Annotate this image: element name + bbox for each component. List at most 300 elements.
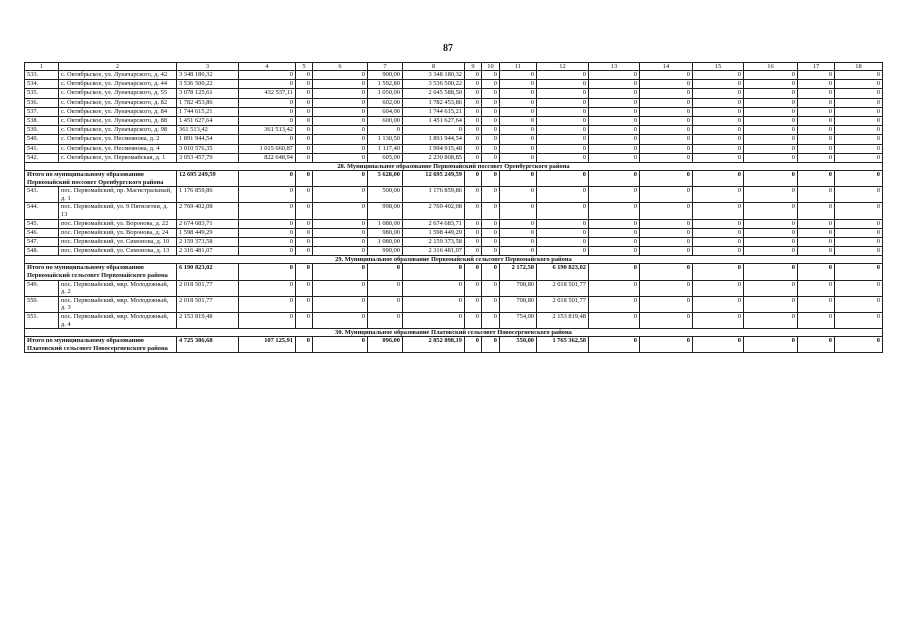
value-cell: 990,00 (368, 247, 403, 256)
value-cell: 0 (744, 238, 798, 247)
value-cell: 0 (313, 187, 368, 203)
value-cell: 0 (693, 187, 744, 203)
total-cell: 0 (482, 337, 500, 353)
table-row (25, 89, 883, 98)
address-cell: пос. Первомайский, мкр. Молодежный, д. 2 (59, 280, 177, 296)
value-cell: 0 (693, 312, 744, 328)
data-table (24, 62, 883, 353)
value-cell: 0 (744, 89, 798, 98)
value-cell: 3 348 180,32 (177, 71, 239, 80)
address-cell: пос. Первомайский, ул. Симонова, д. 10 (59, 238, 177, 247)
row-number: 537. (25, 107, 59, 116)
total-cell: 0 (798, 337, 835, 353)
value-cell: 0 (640, 247, 693, 256)
total-cell: 0 (589, 337, 640, 353)
value-cell: 0 (537, 71, 589, 80)
total-row (25, 337, 883, 353)
row-number: 551. (25, 312, 59, 328)
value-cell: 2 769 402,08 (403, 203, 465, 219)
value-cell: 0 (313, 247, 368, 256)
value-cell: 0 (465, 98, 482, 107)
value-cell: 0 (798, 247, 835, 256)
value-cell: 600,00 (368, 117, 403, 126)
total-cell: 0 (744, 264, 798, 280)
value-cell: 0 (313, 89, 368, 98)
value-cell: 361 513,42 (239, 126, 296, 135)
value-cell: 0 (239, 187, 296, 203)
total-cell: 107 125,91 (239, 337, 296, 353)
value-cell: 0 (296, 107, 313, 116)
value-cell: 1 015 660,87 (239, 144, 296, 153)
value-cell: 0 (482, 238, 500, 247)
total-cell: 0 (744, 337, 798, 353)
value-cell: 3 078 125,61 (177, 89, 239, 98)
value-cell: 0 (589, 153, 640, 162)
header-cell: 7 (368, 63, 403, 71)
value-cell: 0 (798, 126, 835, 135)
row-number: 542. (25, 153, 59, 162)
value-cell: 0 (640, 187, 693, 203)
value-cell: 0 (744, 280, 798, 296)
value-cell: 0 (798, 80, 835, 89)
table-row (25, 228, 883, 237)
page-number: 87 (443, 43, 453, 54)
row-number: 534. (25, 80, 59, 89)
value-cell: 0 (640, 312, 693, 328)
total-cell: 0 (640, 337, 693, 353)
value-cell: 0 (313, 107, 368, 116)
value-cell: 1 050,00 (368, 89, 403, 98)
row-number: 543. (25, 187, 59, 203)
value-cell: 998,00 (368, 203, 403, 219)
value-cell: 0 (465, 71, 482, 80)
table-row (25, 98, 883, 107)
value-cell: 0 (835, 247, 883, 256)
value-cell: 0 (640, 89, 693, 98)
value-cell: 604,00 (368, 107, 403, 116)
row-number: 548. (25, 247, 59, 256)
value-cell: 0 (500, 126, 537, 135)
header-cell: 13 (589, 63, 640, 71)
value-cell: 0 (296, 98, 313, 107)
value-cell: 0 (537, 80, 589, 89)
value-cell: 0 (744, 247, 798, 256)
value-cell: 0 (313, 219, 368, 228)
value-cell: 0 (313, 280, 368, 296)
total-label: Итого по муниципальному образованию Первомайский сельсовет Первомайского района (25, 264, 177, 280)
value-cell: 0 (693, 238, 744, 247)
value-cell: 0 (798, 228, 835, 237)
value-cell: 0 (313, 238, 368, 247)
header-cell: 8 (403, 63, 465, 71)
header-cell: 9 (465, 63, 482, 71)
value-cell: 0 (744, 296, 798, 312)
value-cell: 0 (313, 71, 368, 80)
header-cell: 16 (744, 63, 798, 71)
address-cell: пос. Первомайский, ул. Симонова, д. 13 (59, 247, 177, 256)
value-cell: 0 (537, 135, 589, 144)
value-cell: 0 (239, 280, 296, 296)
value-cell: 0 (835, 80, 883, 89)
address-cell: с. Октябрьское, ул. Первомайская, д. 1 (59, 153, 177, 162)
value-cell: 361 513,42 (177, 126, 239, 135)
table-row (25, 238, 883, 247)
value-cell: 0 (296, 312, 313, 328)
value-cell: 500,00 (368, 187, 403, 203)
value-cell: 0 (744, 135, 798, 144)
value-cell: 0 (798, 144, 835, 153)
address-cell: с. Октябрьское, ул. Луначарского, д. 98 (59, 126, 177, 135)
total-row (25, 171, 883, 187)
value-cell: 0 (368, 126, 403, 135)
value-cell: 0 (537, 117, 589, 126)
value-cell: 0 (500, 247, 537, 256)
value-cell: 0 (465, 247, 482, 256)
value-cell: 0 (640, 126, 693, 135)
value-cell: 0 (835, 228, 883, 237)
value-cell: 0 (500, 98, 537, 107)
value-cell: 0 (589, 107, 640, 116)
value-cell: 0 (368, 280, 403, 296)
value-cell: 2 018 501,77 (537, 296, 589, 312)
total-cell: 5 628,00 (368, 171, 403, 187)
address-cell: с. Октябрьское, ул. Луначарского, д. 88 (59, 117, 177, 126)
value-cell: 0 (239, 228, 296, 237)
value-cell: 3 536 500,22 (403, 80, 465, 89)
value-cell: 0 (482, 117, 500, 126)
value-cell: 0 (798, 107, 835, 116)
table-row (25, 247, 883, 256)
total-cell: 550,00 (500, 337, 537, 353)
total-cell: 0 (239, 171, 296, 187)
value-cell: 0 (640, 203, 693, 219)
total-cell: 2 172,50 (500, 264, 537, 280)
total-cell: 0 (693, 264, 744, 280)
value-cell: 0 (239, 203, 296, 219)
value-cell: 0 (403, 280, 465, 296)
row-number: 540. (25, 135, 59, 144)
value-cell: 1 117,40 (368, 144, 403, 153)
value-cell: 980,00 (368, 228, 403, 237)
value-cell: 2 230 808,85 (403, 153, 465, 162)
value-cell: 0 (744, 153, 798, 162)
value-cell: 0 (482, 126, 500, 135)
value-cell: 0 (744, 144, 798, 153)
value-cell: 0 (640, 219, 693, 228)
value-cell: 0 (296, 117, 313, 126)
value-cell: 0 (693, 296, 744, 312)
total-cell: 0 (403, 264, 465, 280)
value-cell: 432 537,11 (239, 89, 296, 98)
row-number: 539. (25, 126, 59, 135)
value-cell: 0 (296, 203, 313, 219)
value-cell: 3 010 576,35 (177, 144, 239, 153)
value-cell: 0 (296, 89, 313, 98)
total-cell: 6 190 823,02 (537, 264, 589, 280)
value-cell: 2 674 683,71 (177, 219, 239, 228)
value-cell: 0 (744, 312, 798, 328)
address-cell: с. Октябрьское, ул. Несмеянова, д. 4 (59, 144, 177, 153)
header-cell: 11 (500, 63, 537, 71)
value-cell: 0 (465, 228, 482, 237)
value-cell: 0 (465, 219, 482, 228)
value-cell: 0 (589, 280, 640, 296)
value-cell: 0 (239, 135, 296, 144)
value-cell: 0 (500, 80, 537, 89)
value-cell: 0 (640, 80, 693, 89)
value-cell: 0 (500, 203, 537, 219)
value-cell: 0 (465, 296, 482, 312)
header-cell: 17 (798, 63, 835, 71)
value-cell: 2 018 501,77 (177, 296, 239, 312)
value-cell: 0 (835, 98, 883, 107)
value-cell: 0 (537, 153, 589, 162)
header-cell: 1 (25, 63, 59, 71)
value-cell: 2 674 683,71 (403, 219, 465, 228)
value-cell: 0 (798, 312, 835, 328)
value-cell: 0 (465, 187, 482, 203)
section-title: 29. Муниципальное образование Первомайский сельсовет Первомайского района (25, 256, 883, 264)
value-cell: 0 (537, 228, 589, 237)
table-container (24, 62, 882, 353)
value-cell: 0 (313, 135, 368, 144)
value-cell: 0 (500, 144, 537, 153)
value-cell: 0 (640, 296, 693, 312)
value-cell: 0 (693, 219, 744, 228)
header-cell: 18 (835, 63, 883, 71)
value-cell: 0 (403, 126, 465, 135)
total-cell: 0 (589, 171, 640, 187)
value-cell: 0 (465, 80, 482, 89)
total-cell: 0 (693, 171, 744, 187)
value-cell: 0 (589, 203, 640, 219)
header-cell: 2 (59, 63, 177, 71)
value-cell: 0 (368, 296, 403, 312)
header-cell: 12 (537, 63, 589, 71)
value-cell: 0 (835, 312, 883, 328)
value-cell: 0 (693, 126, 744, 135)
value-cell: 0 (296, 135, 313, 144)
value-cell: 0 (589, 135, 640, 144)
value-cell: 1 130,50 (368, 135, 403, 144)
total-label: Итого по муниципальному образованию Первомайский поссовет Оренбургского района (25, 171, 177, 187)
value-cell: 0 (693, 280, 744, 296)
value-cell: 2 018 501,77 (537, 280, 589, 296)
address-cell: с. Октябрьское, ул. Луначарского, д. 55 (59, 89, 177, 98)
table-row (25, 144, 883, 153)
value-cell: 0 (589, 117, 640, 126)
value-cell: 0 (500, 187, 537, 203)
value-cell: 0 (482, 98, 500, 107)
value-cell: 0 (693, 80, 744, 89)
value-cell: 0 (465, 153, 482, 162)
row-number: 549. (25, 280, 59, 296)
value-cell: 0 (537, 247, 589, 256)
value-cell: 0 (296, 219, 313, 228)
value-cell: 0 (313, 126, 368, 135)
table-row (25, 296, 883, 312)
header-cell: 10 (482, 63, 500, 71)
value-cell: 0 (835, 89, 883, 98)
address-cell: пос. Первомайский, ул. 9 Пятилетки, д. 13 (59, 203, 177, 219)
value-cell: 0 (239, 219, 296, 228)
value-cell: 0 (482, 89, 500, 98)
value-cell: 0 (465, 203, 482, 219)
value-cell: 708,80 (500, 296, 537, 312)
value-cell: 2 316 481,07 (403, 247, 465, 256)
value-cell: 822 648,94 (239, 153, 296, 162)
value-cell: 0 (296, 144, 313, 153)
value-cell: 0 (296, 126, 313, 135)
total-cell: 12 695 249,59 (403, 171, 465, 187)
total-cell: 0 (368, 264, 403, 280)
value-cell: 0 (465, 126, 482, 135)
value-cell: 900,00 (368, 71, 403, 80)
value-cell: 0 (239, 247, 296, 256)
value-cell: 605,00 (368, 153, 403, 162)
total-cell: 0 (313, 264, 368, 280)
value-cell: 0 (296, 296, 313, 312)
value-cell: 0 (313, 296, 368, 312)
value-cell: 0 (640, 153, 693, 162)
table-row (25, 280, 883, 296)
total-cell: 0 (589, 264, 640, 280)
row-number: 535. (25, 89, 59, 98)
total-cell: 0 (744, 171, 798, 187)
value-cell: 0 (744, 117, 798, 126)
value-cell: 0 (835, 126, 883, 135)
address-cell: с. Октябрьское, ул. Несмеянова, д. 2 (59, 135, 177, 144)
row-number: 545. (25, 219, 59, 228)
total-cell: 12 695 249,59 (177, 171, 239, 187)
total-cell: 0 (798, 171, 835, 187)
value-cell: 0 (589, 98, 640, 107)
total-cell: 0 (693, 337, 744, 353)
value-cell: 0 (500, 117, 537, 126)
value-cell: 0 (640, 107, 693, 116)
address-cell: пос. Первомайский, ул. Воронова, д. 24 (59, 228, 177, 237)
value-cell: 0 (482, 228, 500, 237)
row-number: 546. (25, 228, 59, 237)
value-cell: 0 (537, 238, 589, 247)
value-cell: 0 (693, 71, 744, 80)
value-cell: 0 (482, 296, 500, 312)
value-cell: 0 (744, 80, 798, 89)
value-cell: 0 (589, 219, 640, 228)
table-row (25, 107, 883, 116)
value-cell: 0 (296, 187, 313, 203)
value-cell: 0 (500, 135, 537, 144)
header-cell: 6 (313, 63, 368, 71)
row-number: 536. (25, 98, 59, 107)
value-cell: 0 (744, 126, 798, 135)
total-cell: 1 765 362,58 (537, 337, 589, 353)
value-cell: 0 (640, 228, 693, 237)
value-cell: 0 (537, 187, 589, 203)
value-cell: 0 (640, 238, 693, 247)
total-cell: 0 (640, 264, 693, 280)
value-cell: 1 744 615,21 (403, 107, 465, 116)
value-cell: 0 (313, 203, 368, 219)
value-cell: 0 (744, 219, 798, 228)
value-cell: 0 (640, 280, 693, 296)
value-cell: 0 (313, 144, 368, 153)
value-cell: 0 (589, 80, 640, 89)
total-cell: 4 725 386,68 (177, 337, 239, 353)
value-cell: 0 (482, 107, 500, 116)
header-row (25, 63, 883, 71)
address-cell: пос. Первомайский, пр. Магистральный, д. 1 (59, 187, 177, 203)
table-row (25, 80, 883, 89)
value-cell: 0 (589, 89, 640, 98)
value-cell: 0 (403, 296, 465, 312)
total-cell: 0 (313, 171, 368, 187)
value-cell: 0 (465, 117, 482, 126)
value-cell: 0 (589, 228, 640, 237)
value-cell: 0 (693, 89, 744, 98)
value-cell: 0 (465, 89, 482, 98)
address-cell: пос. Первомайский, мкр. Молодежный, д. 3 (59, 296, 177, 312)
value-cell: 0 (798, 280, 835, 296)
value-cell: 0 (744, 187, 798, 203)
total-cell: 0 (296, 264, 313, 280)
table-body (25, 63, 883, 353)
value-cell: 0 (296, 80, 313, 89)
value-cell: 0 (537, 126, 589, 135)
value-cell: 0 (500, 107, 537, 116)
total-cell: 0 (296, 171, 313, 187)
value-cell: 0 (313, 153, 368, 162)
value-cell: 2 153 819,48 (177, 312, 239, 328)
header-cell: 15 (693, 63, 744, 71)
value-cell: 0 (835, 107, 883, 116)
value-cell: 0 (482, 312, 500, 328)
value-cell: 0 (589, 187, 640, 203)
total-cell: 0 (482, 171, 500, 187)
value-cell: 1 782 453,86 (177, 98, 239, 107)
value-cell: 0 (500, 71, 537, 80)
value-cell: 0 (368, 312, 403, 328)
header-cell: 3 (177, 63, 239, 71)
value-cell: 1 080,00 (368, 219, 403, 228)
value-cell: 0 (296, 71, 313, 80)
value-cell: 0 (589, 144, 640, 153)
value-cell: 0 (835, 296, 883, 312)
total-row (25, 264, 883, 280)
value-cell: 0 (835, 71, 883, 80)
table-row (25, 153, 883, 162)
total-cell: 0 (465, 171, 482, 187)
value-cell: 0 (744, 203, 798, 219)
value-cell: 0 (296, 153, 313, 162)
value-cell: 2 159 373,58 (403, 238, 465, 247)
value-cell: 602,00 (368, 98, 403, 107)
value-cell: 0 (835, 153, 883, 162)
value-cell: 0 (482, 247, 500, 256)
address-cell: с. Октябрьское, ул. Луначарского, д. 42 (59, 71, 177, 80)
value-cell: 0 (693, 247, 744, 256)
value-cell: 0 (835, 117, 883, 126)
value-cell: 0 (296, 238, 313, 247)
value-cell: 0 (313, 228, 368, 237)
header-cell: 14 (640, 63, 693, 71)
value-cell: 0 (239, 107, 296, 116)
total-cell: 0 (835, 171, 883, 187)
value-cell: 0 (482, 203, 500, 219)
value-cell: 0 (589, 238, 640, 247)
value-cell: 0 (465, 238, 482, 247)
value-cell: 1 891 944,54 (403, 135, 465, 144)
